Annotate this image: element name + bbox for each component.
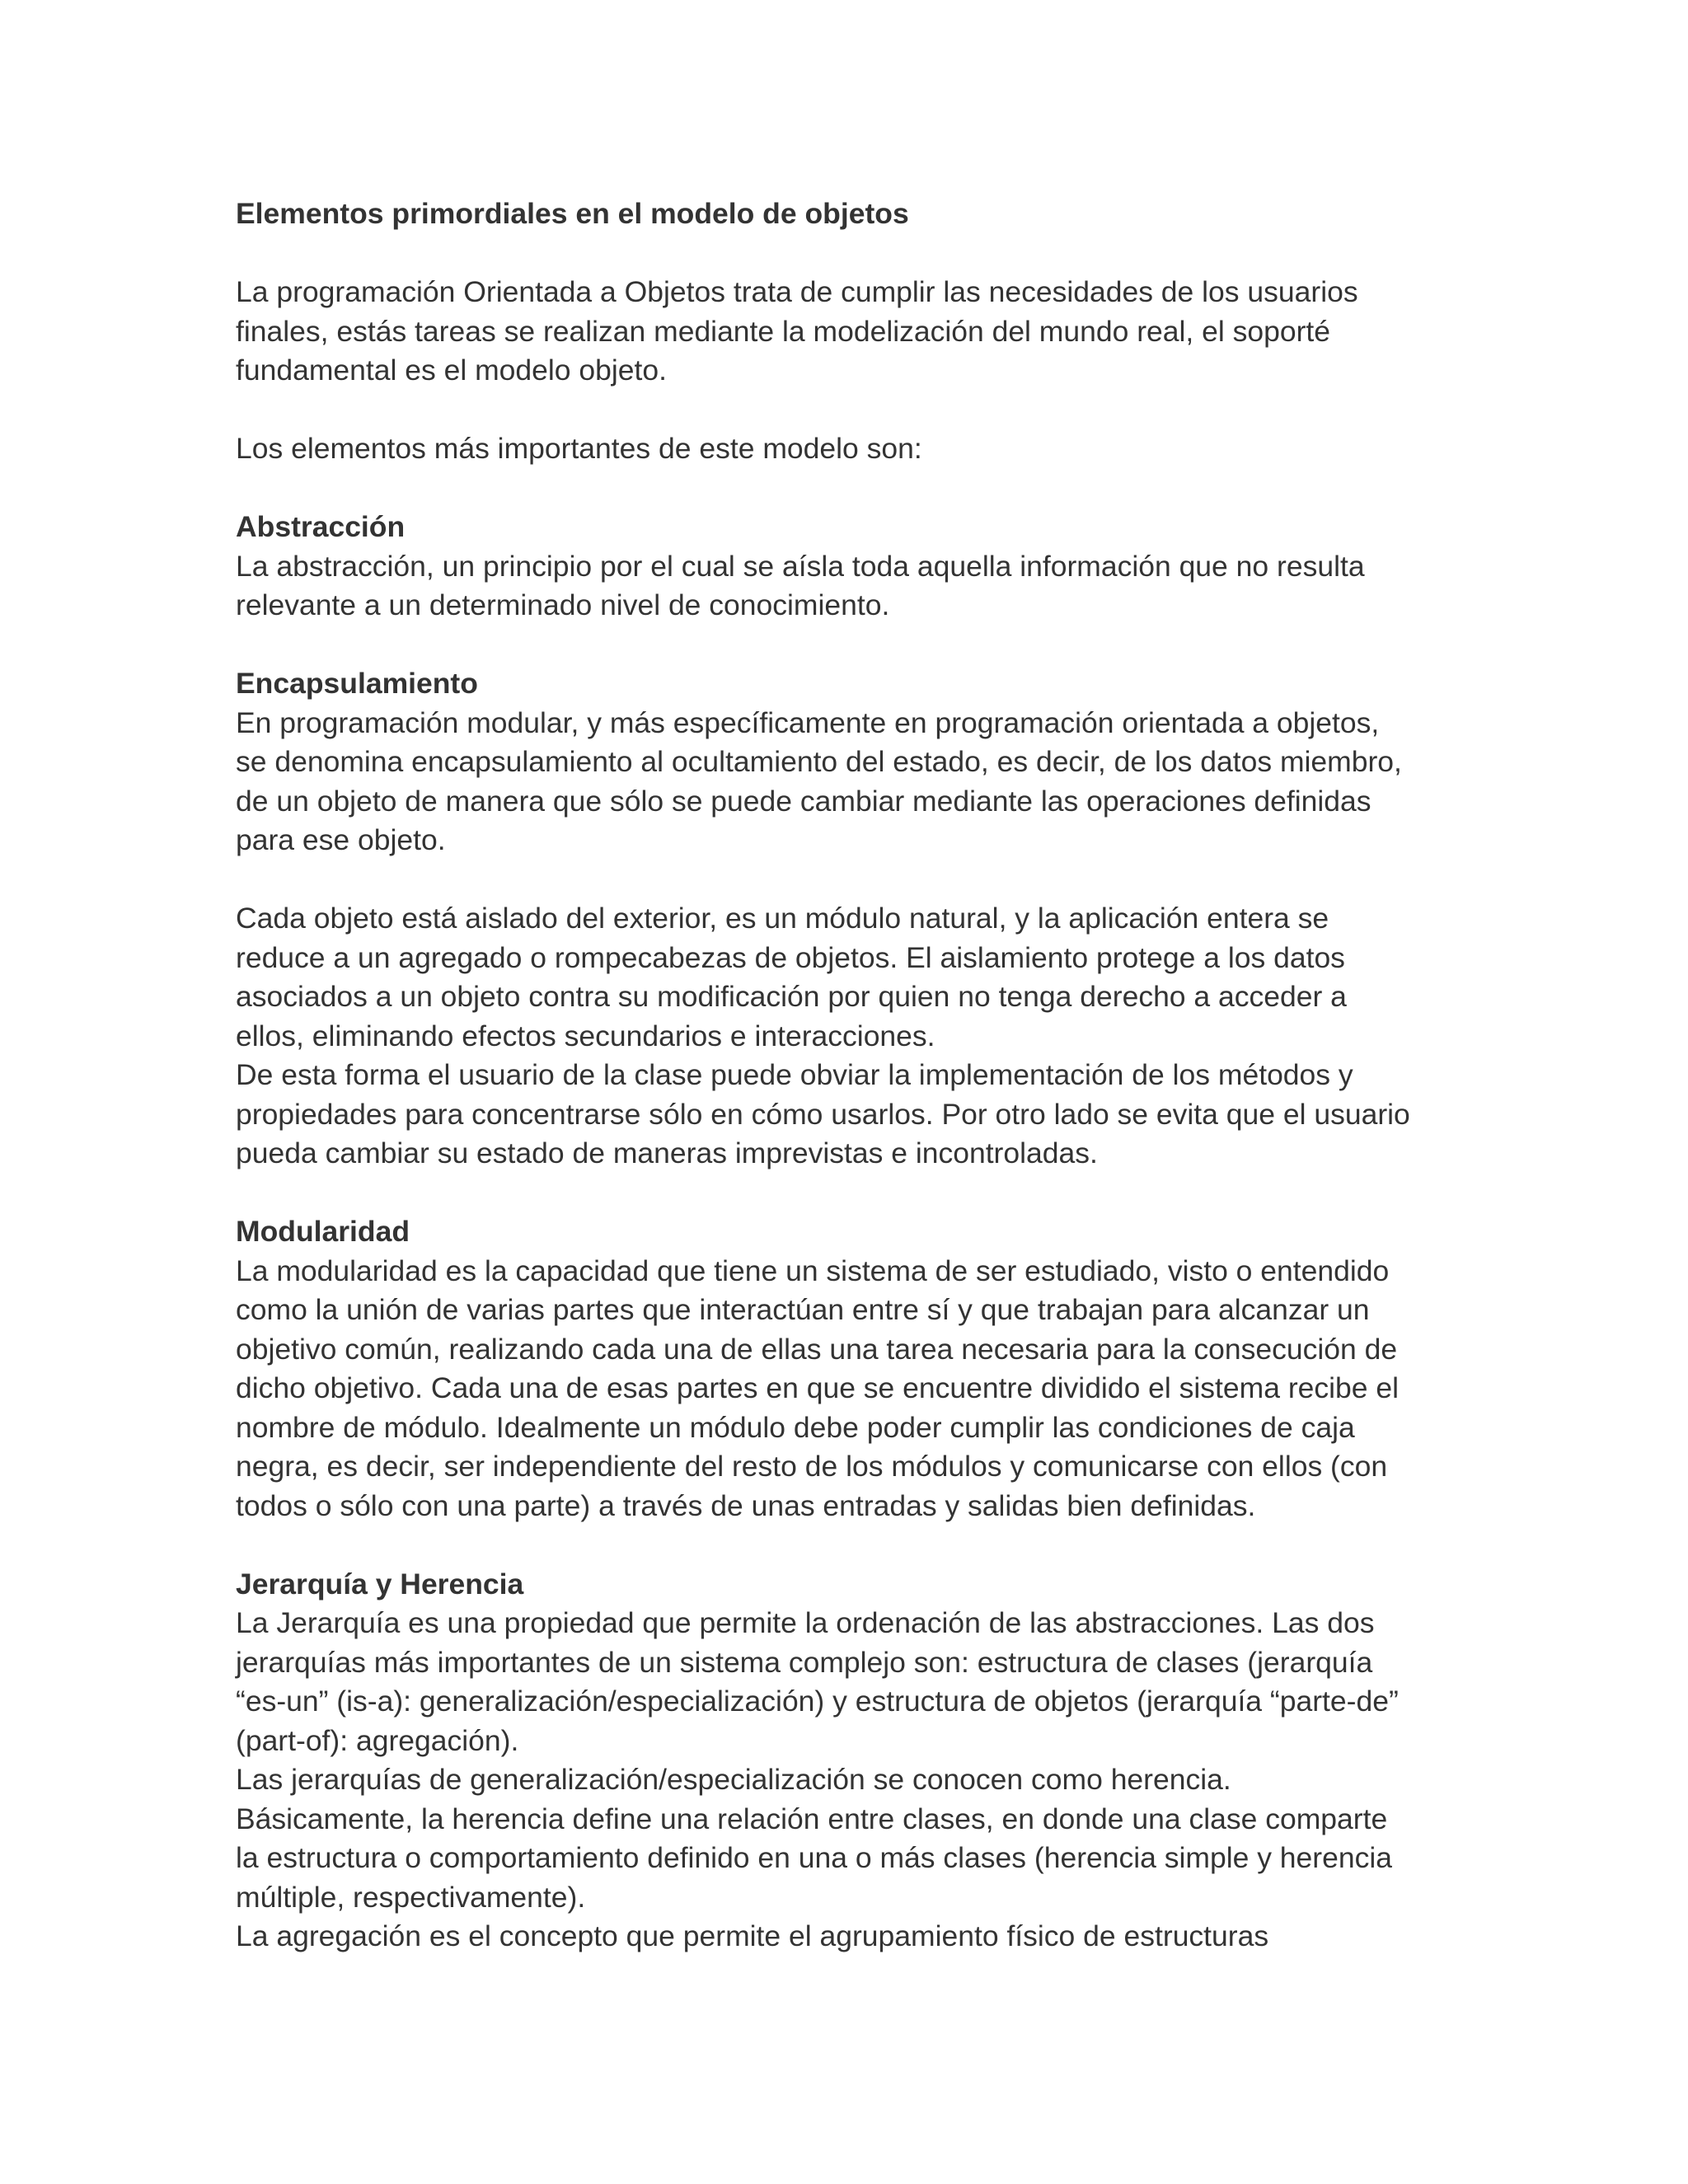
spacer xyxy=(236,469,1489,509)
text-line: (part-of): agregación). xyxy=(236,1723,519,1757)
text-line: La abstracción, un principio por el cual se aísla toda aquella información que no resulta xyxy=(236,549,1365,583)
section-encapsulamiento xyxy=(236,664,1489,1174)
document-page xyxy=(236,194,1489,1957)
spacer xyxy=(236,626,1489,665)
text-line: objetivo común, realizando cada una de ellas una tarea necesaria para la consecución de xyxy=(236,1332,1398,1366)
text-line: De esta forma el usuario de la clase puede obviar la implementación de los métodos y xyxy=(236,1058,1353,1091)
text-line: fundamental es el modelo objeto. xyxy=(236,354,667,387)
spacer xyxy=(236,860,1489,900)
text-line: para ese objeto. xyxy=(236,823,446,856)
spacer xyxy=(236,1526,1489,1565)
section-paragraph xyxy=(236,704,1489,860)
text-line: “es-un” (is-a): generalización/especialización) y estructura de objetos (jerarquía “parte-de” xyxy=(236,1685,1399,1718)
section-paragraph xyxy=(236,899,1489,1174)
text-line: Cada objeto está aislado del exterior, es un módulo natural, y la aplicación entera se xyxy=(236,902,1329,935)
text-line: finales, estás tareas se realizan mediante la modelización del mundo real, el soporté xyxy=(236,314,1331,348)
text-line: Básicamente, la herencia define una relación entre clases, en donde una clase comparte xyxy=(236,1802,1388,1835)
text-line: jerarquías más importantes de un sistema complejo son: estructura de clases (jerarquía xyxy=(236,1645,1373,1679)
text-line: pueda cambiar su estado de maneras imprevistas e incontroladas. xyxy=(236,1137,1098,1169)
section-paragraph xyxy=(236,1252,1489,1526)
section-jerarquia-herencia xyxy=(236,1565,1489,1957)
text-line: múltiple, respectivamente). xyxy=(236,1880,586,1914)
text-line: Las jerarquías de generalización/especialización se conocen como herencia. xyxy=(236,1763,1231,1796)
intro-paragraph xyxy=(236,273,1489,391)
text-line: La programación Orientada a Objetos trata de cumplir las necesidades de los usuarios xyxy=(236,275,1358,308)
section-heading: Jerarquía y Herencia xyxy=(236,1567,524,1601)
text-line: negra, es decir, ser independiente del resto de los módulos y comunicarse con ellos (con xyxy=(236,1450,1388,1483)
section-paragraph xyxy=(236,547,1489,626)
text-line: se denomina encapsulamiento al ocultamiento del estado, es decir, de los datos miembro, xyxy=(236,745,1402,778)
lead-paragraph: Los elementos más importantes de este modelo son: xyxy=(236,432,922,465)
text-line: de un objeto de manera que sólo se puede cambiar mediante las operaciones definidas xyxy=(236,784,1372,818)
section-heading: Abstracción xyxy=(236,510,406,543)
section-modularidad xyxy=(236,1212,1489,1526)
text-line: ellos, eliminando efectos secundarios e interacciones. xyxy=(236,1019,935,1052)
section-heading: Modularidad xyxy=(236,1215,410,1248)
text-line: relevante a un determinado nivel de conocimiento. xyxy=(236,588,890,621)
text-line: La agregación es el concepto que permite el agrupamiento físico de estructuras xyxy=(236,1919,1269,1952)
section-abstraccion xyxy=(236,508,1489,626)
text-line: nombre de módulo. Idealmente un módulo debe poder cumplir las condiciones de caja xyxy=(236,1410,1355,1444)
document-title: Elementos primordiales en el modelo de objetos xyxy=(236,197,909,230)
spacer xyxy=(236,391,1489,430)
section-paragraph xyxy=(236,1604,1489,1957)
text-line: dicho objetivo. Cada una de esas partes en que se encuentre dividido el sistema recibe el xyxy=(236,1371,1400,1404)
spacer xyxy=(236,234,1489,274)
section-heading: Encapsulamiento xyxy=(236,667,478,700)
text-line: La Jerarquía es una propiedad que permite la ordenación de las abstracciones. Las dos xyxy=(236,1606,1375,1639)
text-line: reduce a un agregado o rompecabezas de objetos. El aislamiento protege a los datos xyxy=(236,940,1345,974)
text-line: todos o sólo con una parte) a través de unas entradas y salidas bien definidas. xyxy=(236,1488,1256,1522)
text-line: la estructura o comportamiento definido en una o más clases (herencia simple y herencia xyxy=(236,1841,1392,1874)
text-line: como la unión de varias partes que interactúan entre sí y que trabajan para alcanzar un xyxy=(236,1293,1370,1326)
spacer xyxy=(236,1174,1489,1213)
text-line: La modularidad es la capacidad que tiene un sistema de ser estudiado, visto o entendido xyxy=(236,1254,1390,1287)
text-line: propiedades para concentrarse sólo en cómo usarlos. Por otro lado se evita que el usuario xyxy=(236,1097,1410,1131)
text-line: En programación modular, y más específicamente en programación orientada a objetos, xyxy=(236,705,1380,739)
text-line: asociados a un objeto contra su modificación por quien no tenga derecho a acceder a xyxy=(236,980,1347,1013)
